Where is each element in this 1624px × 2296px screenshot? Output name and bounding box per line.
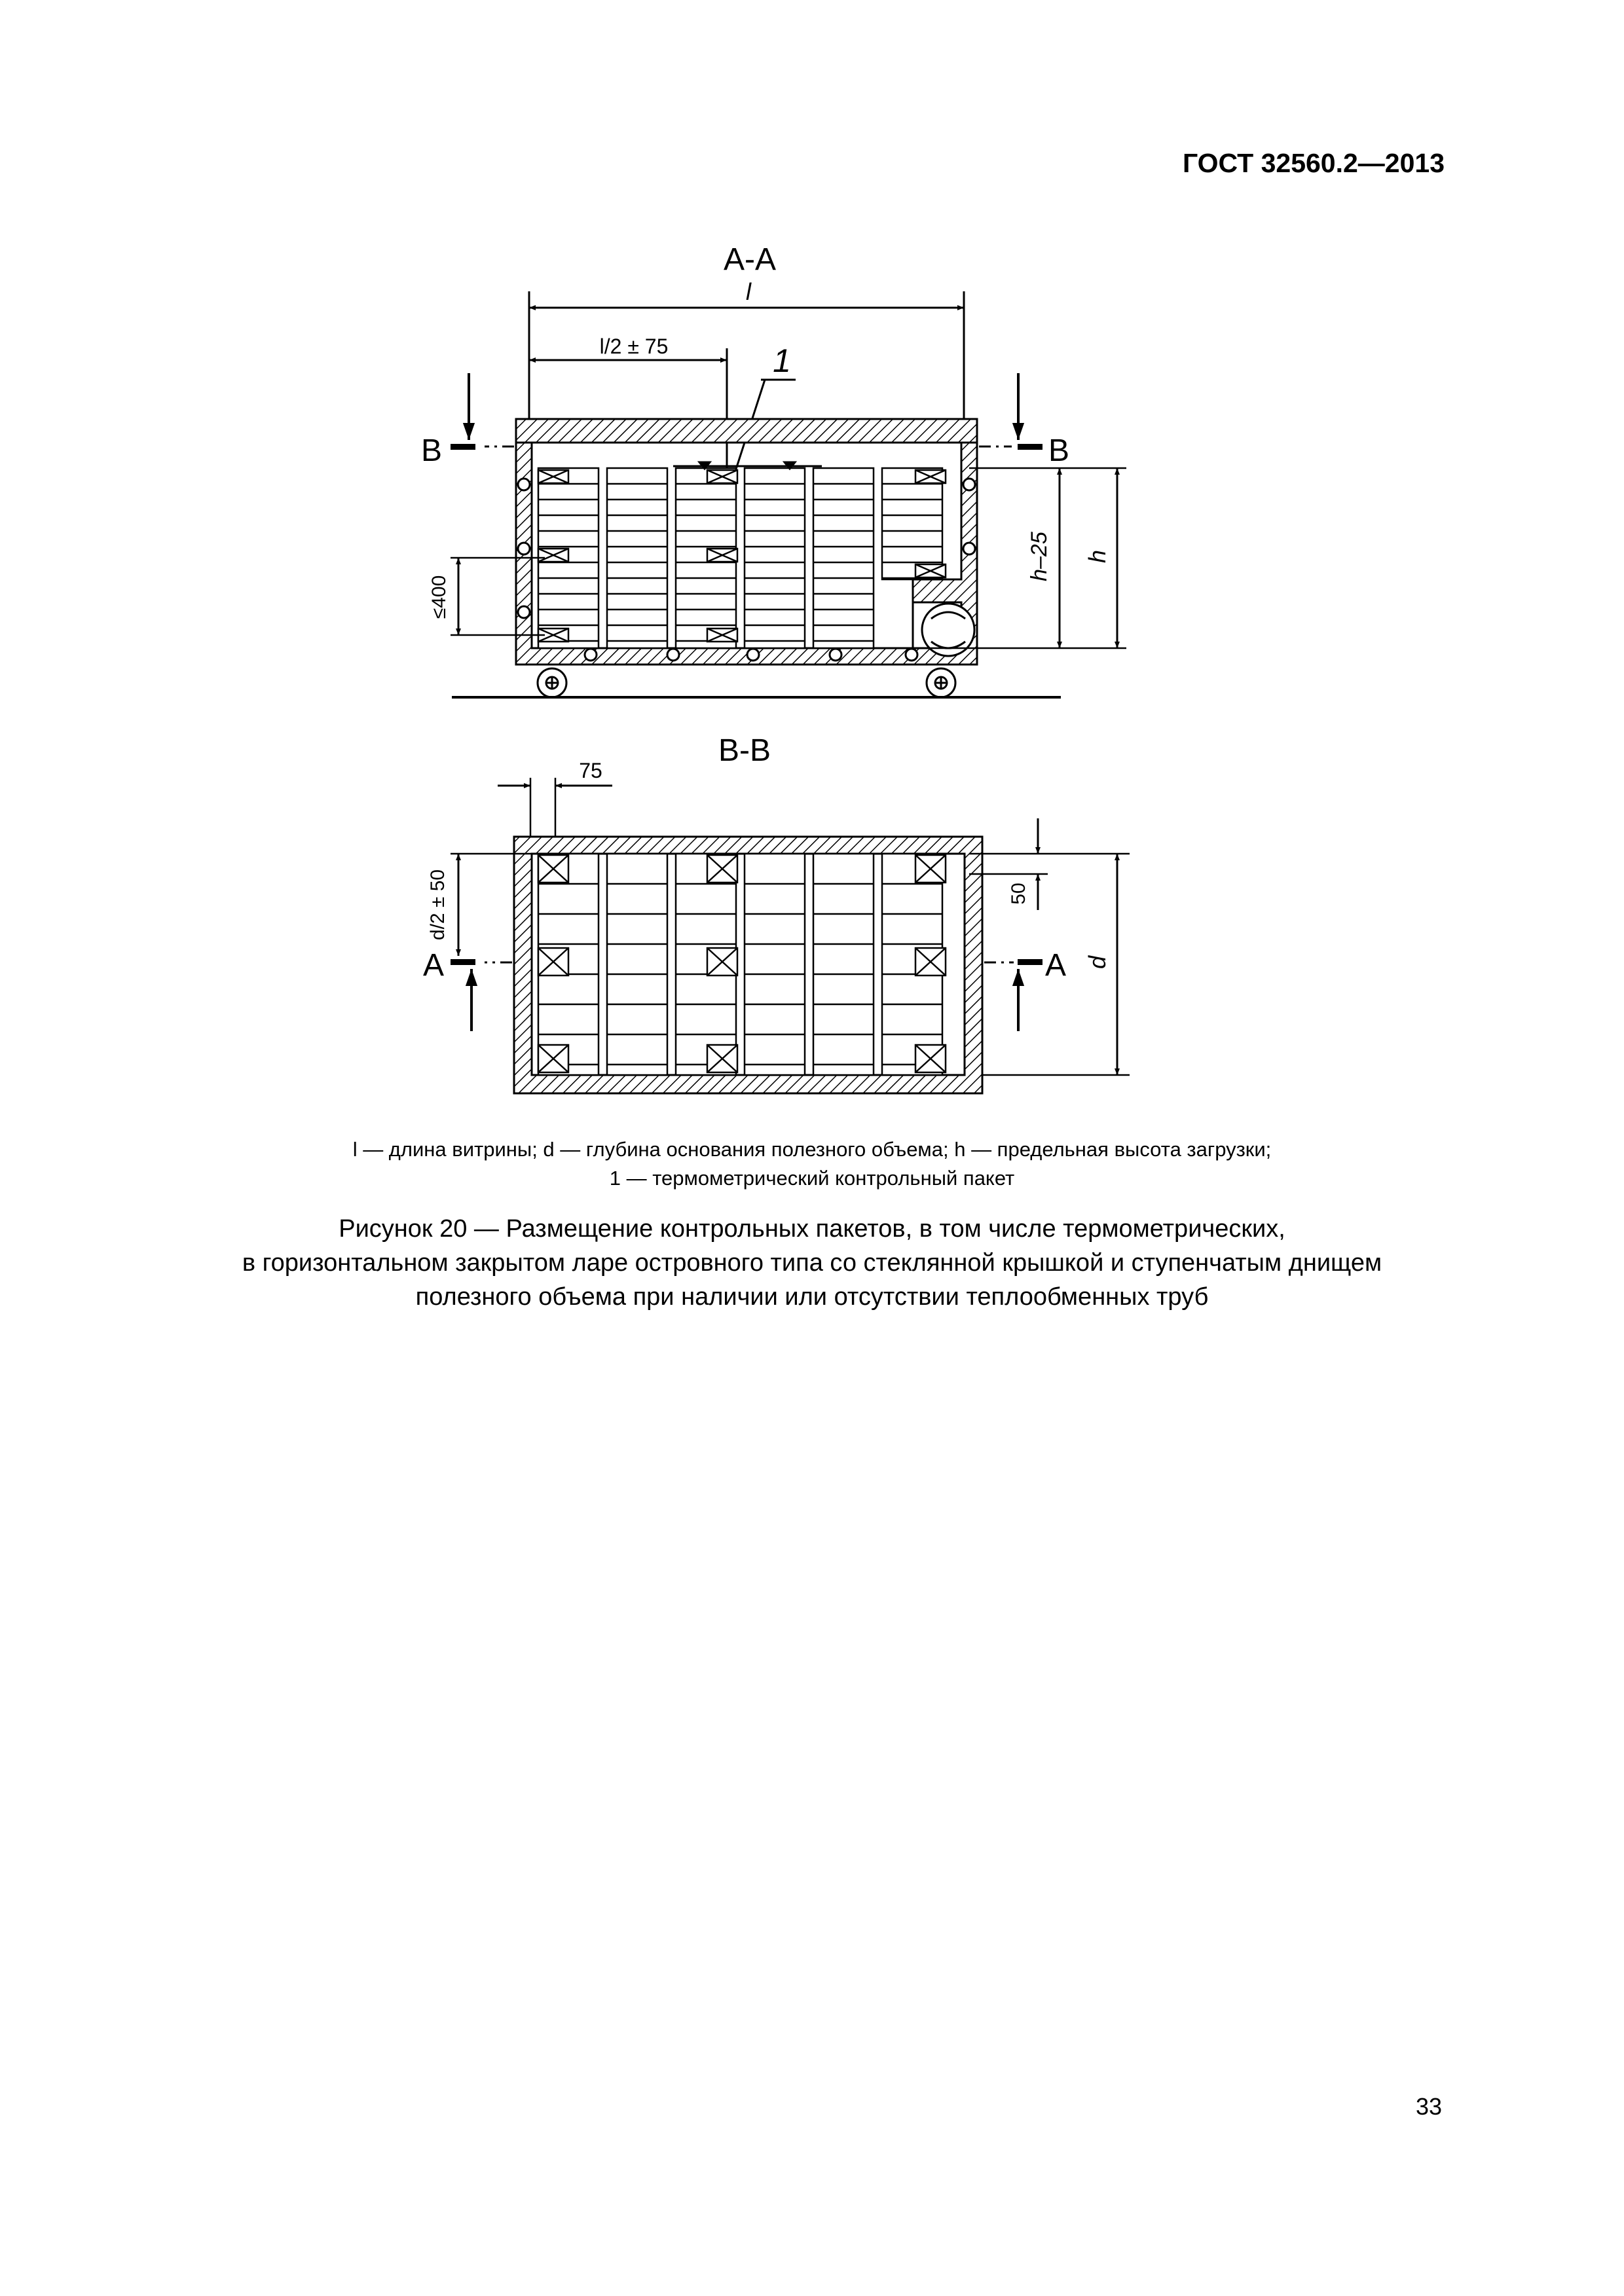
legend-line-2: 1 — термометрический контрольный пакет [609,1167,1015,1190]
dim-75-label: 75 [579,759,602,782]
package-column [813,468,874,648]
package-column [607,468,667,648]
dim-length-label: l [746,278,751,305]
figure-caption-line-1: Рисунок 20 — Размещение контрольных пакетов, в том числе термометрических, [339,1215,1285,1243]
package-column [607,854,667,1075]
package-column [813,854,874,1075]
wheels [538,668,955,697]
section-bb-title: В-В [718,733,771,768]
package-column [882,468,942,579]
document-code: ГОСТ 32560.2—2013 [1182,148,1445,178]
package-column [745,854,805,1075]
cut-mark-left-bb: А [422,948,445,983]
dim-half-length-label: l/2 ± 75 [599,335,669,358]
dim-50-label: 50 [1008,883,1029,905]
dim-h-label: h [1084,549,1111,564]
dim-h25-label: h–25 [1027,532,1052,581]
dim-400-label: ≤400 [428,575,450,619]
dim-half-depth-label: d/2 ± 50 [427,869,449,941]
package-stacks-aa [538,468,946,648]
cut-mark-left-aa: В [420,433,443,468]
dim-depth-label: d [1084,955,1111,970]
package-stacks-bb [538,854,946,1075]
section-aa-title: А-А [723,242,777,277]
figure-caption-line-2: в горизонтальном закрытом ларе островного типа со стеклянной крышкой и ступенчатым днищем [242,1249,1382,1277]
callout-label: 1 [773,342,791,379]
figure-caption-line-3: полезного объема при наличии или отсутствии теплообменных труб [415,1283,1209,1311]
page-number: 33 [1415,2093,1442,2120]
cut-mark-right-aa: В [1048,433,1070,468]
section-bb [423,733,1130,1093]
legend-line-1: l — длина витрины; d — глубина основания полезного объема; h — предельная высота загрузки; [352,1138,1272,1161]
section-aa [421,242,1126,697]
package-column [745,468,805,648]
cut-mark-right-bb: А [1044,948,1067,983]
